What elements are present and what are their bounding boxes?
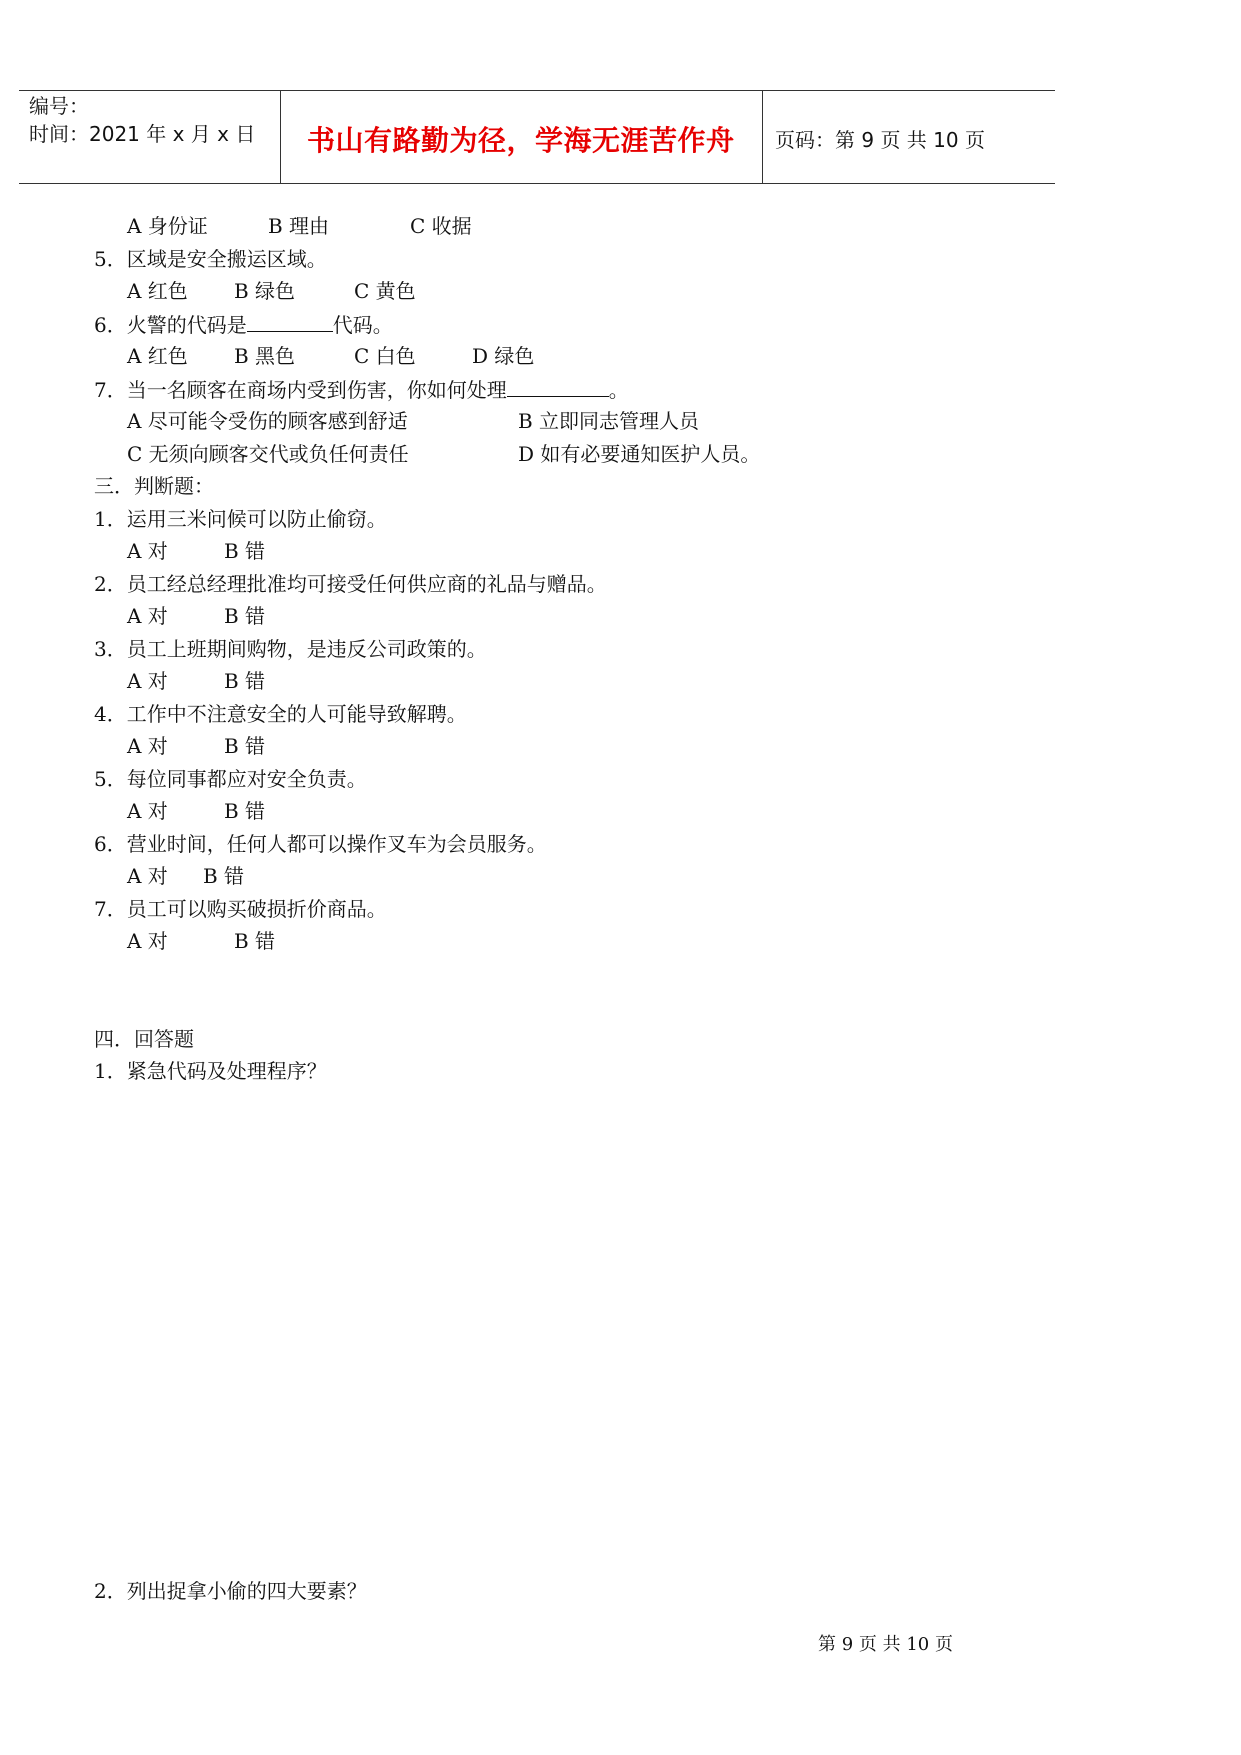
q6-answer-blank (247, 311, 333, 332)
judge-6-option-a: A 对 (127, 864, 168, 888)
q7-option-c: C 无须向顾客交代或负任何责任 (127, 442, 409, 466)
q7-text-suffix: 。 (608, 378, 629, 402)
q6-text-suffix: 代码。 (332, 313, 393, 337)
judge-question-1: 1．运用三米问候可以防止偷窃。 (94, 507, 387, 531)
judge-question-3: 3．员工上班期间购物，是违反公司政策的。 (94, 637, 487, 661)
section-4-title: 四．回答题 (94, 1027, 194, 1051)
q6-text-prefix: 6．火警的代码是 (94, 313, 247, 337)
judge-1-option-a: A 对 (127, 539, 168, 563)
judge-2-option-b: B 错 (224, 604, 266, 628)
judge-4-option-a: A 对 (127, 734, 168, 758)
judge-question-6: 6．营业时间，任何人都可以操作叉车为会员服务。 (94, 832, 547, 856)
answer-question-2: 2．列出捉拿小偷的四大要素？ (94, 1579, 367, 1603)
q6-option-d: D 绿色 (472, 344, 535, 368)
question-5: 5．区域是安全搬运区域。 (94, 247, 327, 271)
document-number-label: 编号： (29, 94, 89, 118)
judge-3-option-b: B 错 (224, 669, 266, 693)
header-motto: 书山有路勤为径，学海无涯苦作舟 (307, 124, 735, 157)
document-time-label: 时间：2021 年 x 月 x 日 (29, 122, 256, 146)
q5-option-a: A 红色 (127, 279, 188, 303)
q4-option-a: A 身份证 (127, 214, 208, 238)
q6-option-a: A 红色 (127, 344, 188, 368)
judge-4-option-b: B 错 (224, 734, 266, 758)
header-divider (762, 91, 763, 183)
judge-7-option-b: B 错 (234, 929, 276, 953)
q5-option-c: C 黄色 (354, 279, 416, 303)
judge-5-option-b: B 错 (224, 799, 266, 823)
judge-question-2: 2．员工经总经理批准均可接受任何供应商的礼品与赠品。 (94, 572, 607, 596)
judge-2-option-a: A 对 (127, 604, 168, 628)
page-footer: 第 9 页 共 10 页 (818, 1634, 953, 1655)
q6-option-c: C 白色 (354, 344, 416, 368)
q4-option-b: B 理由 (268, 214, 330, 238)
judge-3-option-a: A 对 (127, 669, 168, 693)
header-page-number: 页码：第 9 页 共 10 页 (775, 128, 985, 152)
judge-question-7: 7．员工可以购买破损折价商品。 (94, 897, 387, 921)
section-3-title: 三．判断题： (94, 474, 214, 498)
q5-option-b: B 绿色 (234, 279, 296, 303)
q6-option-b: B 黑色 (234, 344, 296, 368)
q7-option-d: D 如有必要通知医护人员。 (518, 442, 761, 466)
judge-question-4: 4．工作中不注意安全的人可能导致解聘。 (94, 702, 467, 726)
judge-7-option-a: A 对 (127, 929, 168, 953)
q7-text-prefix: 7．当一名顾客在商场内受到伤害，你如何处理 (94, 378, 507, 402)
page-header (19, 90, 1055, 184)
q7-option-a: A 尽可能令受伤的顾客感到舒适 (127, 409, 408, 433)
judge-question-5: 5．每位同事都应对安全负责。 (94, 767, 367, 791)
question-7 (94, 376, 629, 403)
q7-answer-blank (507, 376, 609, 397)
judge-1-option-b: B 错 (224, 539, 266, 563)
judge-5-option-a: A 对 (127, 799, 168, 823)
judge-6-option-b: B 错 (203, 864, 245, 888)
answer-question-1: 1．紧急代码及处理程序？ (94, 1059, 327, 1083)
header-divider (280, 91, 281, 183)
q4-option-c: C 收据 (410, 214, 472, 238)
q7-option-b: B 立即同志管理人员 (518, 409, 700, 433)
question-6 (94, 311, 393, 338)
